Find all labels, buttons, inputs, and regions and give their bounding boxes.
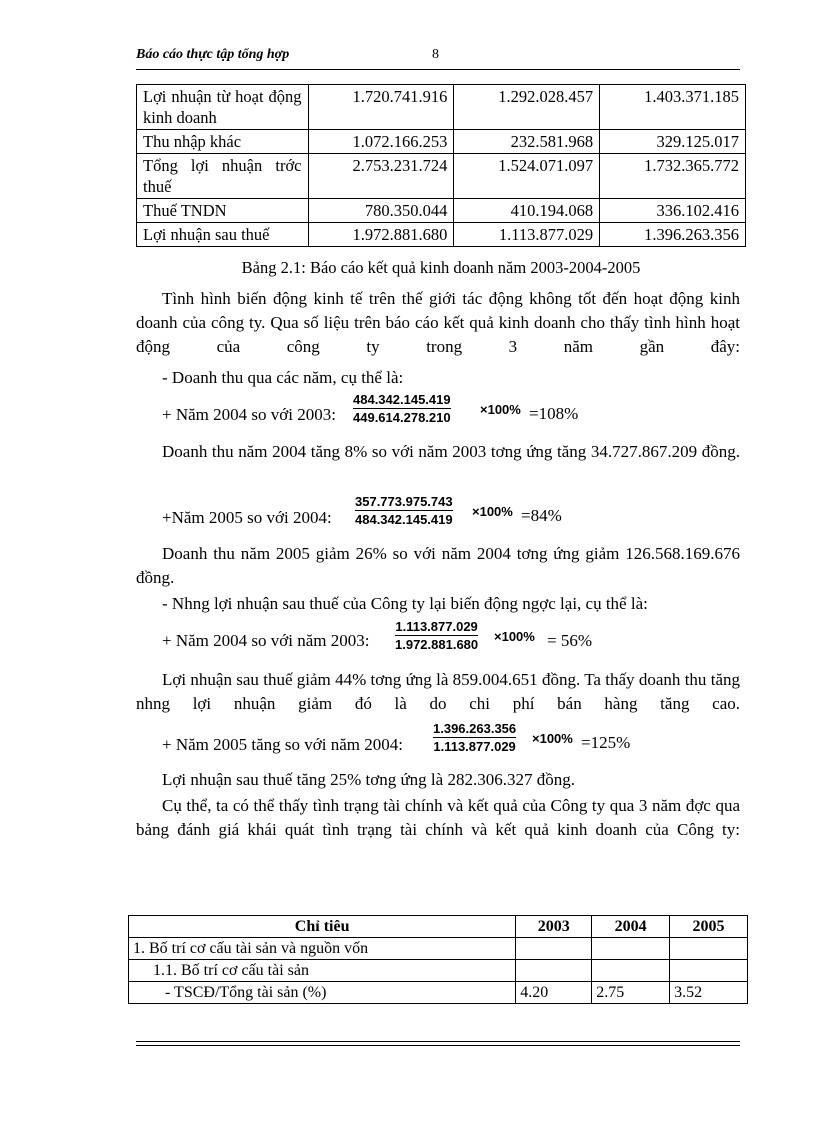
fraction-numerator: 1.396.263.356 xyxy=(433,721,517,736)
fraction-numerator: 357.773.975.743 xyxy=(355,494,453,509)
rev2004-result: =108% xyxy=(529,404,579,423)
rev2005-fraction xyxy=(355,494,453,527)
row-label: 1.1. Bố trí cơ cấu tài sản xyxy=(129,960,516,982)
table-row xyxy=(129,960,748,982)
table-row xyxy=(137,154,746,199)
revenue-heading: - Doanh thu qua các năm, cụ thể là: xyxy=(162,368,404,387)
table-row xyxy=(137,223,746,247)
fraction-denominator: 449.614.278.210 xyxy=(353,410,451,425)
row-label: - TSCĐ/Tổng tài sản (%) xyxy=(129,982,516,1004)
prof2004-fraction xyxy=(395,619,478,652)
row-label: Lợi nhuận từ hoạt động kinh doanh xyxy=(137,85,309,130)
fraction-bar xyxy=(395,635,478,636)
fraction-denominator: 1.972.881.680 xyxy=(395,637,479,652)
table-caption: Bảng 2.1: Báo cáo kết quả kinh doanh năm 2003-2004-2005 xyxy=(241,258,641,277)
prof2004-result: = 56% xyxy=(547,631,592,650)
header-2005: 2005 xyxy=(670,916,748,938)
value-2003: 2.753.231.724 xyxy=(308,154,454,199)
fraction-numerator: 484.342.145.419 xyxy=(353,392,451,407)
table-header-row xyxy=(129,916,748,938)
row-label: 1. Bố trí cơ cấu tài sản và nguồn vốn xyxy=(129,938,516,960)
footer-rule xyxy=(136,1045,740,1046)
row-label: Lợi nhuận sau thuế xyxy=(137,223,309,247)
value-2004: 410.194.068 xyxy=(454,199,600,223)
value-2003 xyxy=(516,960,592,982)
rev2005-result: =84% xyxy=(521,506,562,525)
footer-rule xyxy=(136,1041,740,1042)
value-2004: 1.292.028.457 xyxy=(454,85,600,130)
header-2004: 2004 xyxy=(592,916,670,938)
value-2005 xyxy=(670,938,748,960)
value-2004: 1.113.877.029 xyxy=(454,223,600,247)
rev2005-multiplier: ×100% xyxy=(472,504,513,519)
value-2005 xyxy=(670,960,748,982)
value-2004: 232.581.968 xyxy=(454,130,600,154)
fraction-denominator: 484.342.145.419 xyxy=(355,512,453,527)
rev2005-comment: Doanh thu năm 2005 giảm 26% so với năm 2004 tơng ứng giảm 126.568.169.676 đồng. xyxy=(136,544,740,587)
rev2004-label: + Năm 2004 so với 2003: xyxy=(162,405,336,424)
prof2005-comment: Lợi nhuận sau thuế tăng 25% tơng ứng là 282.306.327 đồng. xyxy=(162,770,575,789)
row-label: Tổng lợi nhuận trớc thuế xyxy=(137,154,309,199)
rev2005-label: +Năm 2005 so với 2004: xyxy=(162,508,332,527)
table-row xyxy=(129,982,748,1004)
prof2004-comment: Lợi nhuận sau thuế giảm 44% tơng ứng là 859.004.651 đồng. Ta thấy doanh thu tăng nhng lợi nhuận giảm đó là do chi phí bán hàng tăng cao. xyxy=(136,670,740,713)
prof2004-multiplier: ×100% xyxy=(494,629,535,644)
header-criteria: Chỉ tiêu xyxy=(129,916,516,938)
rev2004-multiplier: ×100% xyxy=(480,402,521,417)
value-2003: 780.350.044 xyxy=(308,199,454,223)
value-2005: 3.52 xyxy=(670,982,748,1004)
fraction-bar xyxy=(355,510,453,511)
value-2004 xyxy=(592,960,670,982)
prof2005-label: + Năm 2005 tăng so với năm 2004: xyxy=(162,735,403,754)
value-2005: 336.102.416 xyxy=(600,199,746,223)
header-rule xyxy=(136,69,740,70)
page-number: 8 xyxy=(432,47,439,62)
value-2003 xyxy=(516,938,592,960)
header-2003: 2003 xyxy=(516,916,592,938)
value-2003: 1.072.166.253 xyxy=(308,130,454,154)
conclusion-paragraph: Cụ thể, ta có thể thấy tình trạng tài chính và kết quả của Công ty qua 3 năm đợc qua bảng đánh giá khái quát tình trạng tài chính và kết quả kinh doanh của Công ty: xyxy=(136,796,740,839)
page-header xyxy=(136,47,740,69)
value-2005: 329.125.017 xyxy=(600,130,746,154)
row-label: Thu nhập khác xyxy=(137,130,309,154)
evaluation-criteria-table xyxy=(128,915,748,1004)
fraction-denominator: 1.113.877.029 xyxy=(433,739,516,754)
prof2005-result: =125% xyxy=(581,733,631,752)
value-2003: 1.720.741.916 xyxy=(308,85,454,130)
prof2004-label: + Năm 2004 so với năm 2003: xyxy=(162,631,370,650)
rev2004-fraction xyxy=(353,392,451,425)
value-2003: 4.20 xyxy=(516,982,592,1004)
financial-results-table xyxy=(136,84,746,247)
fraction-numerator: 1.113.877.029 xyxy=(395,619,478,634)
prof2005-multiplier: ×100% xyxy=(532,731,573,746)
value-2004 xyxy=(592,938,670,960)
profit-heading: - Nhng lợi nhuận sau thuế của Công ty lại biến động ngợc lại, cụ thể là: xyxy=(162,594,648,613)
value-2003: 1.972.881.680 xyxy=(308,223,454,247)
fraction-bar xyxy=(353,408,451,409)
intro-paragraph: Tình hình biến động kinh tế trên thế giới tác động không tốt đến hoạt động kinh doanh của công ty. Qua số liệu trên báo cáo kết quả kinh doanh cho thấy tình hình hoạt động của công ty trong 3 năm gần đây: xyxy=(136,289,740,356)
table-row xyxy=(137,85,746,130)
prof2005-fraction xyxy=(433,721,516,754)
table-row xyxy=(129,938,748,960)
value-2004: 2.75 xyxy=(592,982,670,1004)
table-row xyxy=(137,199,746,223)
row-label: Thuế TNDN xyxy=(137,199,309,223)
value-2005: 1.732.365.772 xyxy=(600,154,746,199)
fraction-bar xyxy=(433,737,516,738)
value-2004: 1.524.071.097 xyxy=(454,154,600,199)
header-title: Báo cáo thực tập tổng hợp xyxy=(136,47,290,62)
value-2005: 1.396.263.356 xyxy=(600,223,746,247)
value-2005: 1.403.371.185 xyxy=(600,85,746,130)
table-row xyxy=(137,130,746,154)
rev2004-comment: Doanh thu năm 2004 tăng 8% so với năm 2003 tơng ứng tăng 34.727.867.209 đồng. xyxy=(162,442,740,461)
